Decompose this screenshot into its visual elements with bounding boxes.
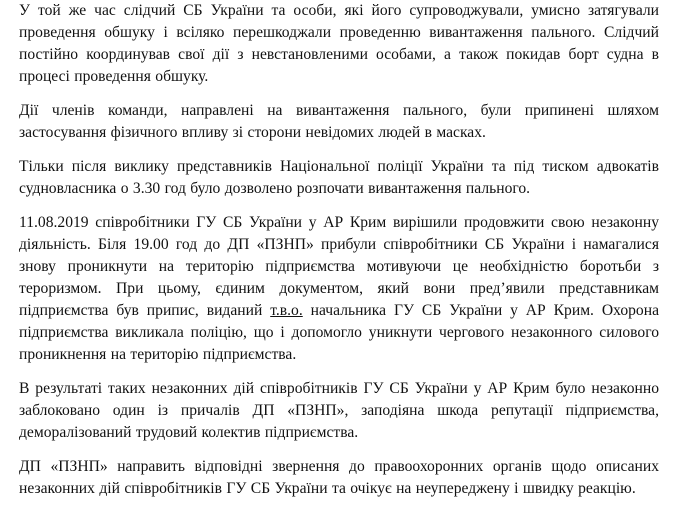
- paragraph-police-called: Тільки після виклику представників Національної поліції України та під тиском адвокатів судновласника о 3.30 год було дозволено розпочати вивантаження пального.: [19, 158, 659, 197]
- paragraph-consequences: В результаті таких незаконних дій співробітників ГУ СБ України у АР Крим було незаконно заблоковано один із причалів ДП «ПЗНП», заподіяна шкода репутації підприємства, деморалізований трудовий колектив підприємства.: [19, 380, 659, 441]
- paragraph-crew-stopped: Дії членів команди, направлені на вивантаження пального, були припинені шляхом застосування фізичного впливу зі сторони невідомих людей в масках.: [19, 102, 659, 141]
- paragraph-text-segment: 11.08.2019 співробітники ГУ СБ України у АР Крим вирішили продовжити свою незаконну діяльність. Біля 19.00 год до ДП «ПЗНП» прибули співробітники СБ України і намагалися знову проникнути на територію підприємства мотивуючи це необхідністю боротьби з тероризмом. При цьому, єдиним документом, який вони пред’явили представникам підприємства був припис, виданий: [19, 214, 659, 319]
- paragraph-search-obstruction: У той же час слідчий СБ України та особи, які його супроводжували, умисно затягували проведення обшуку і всіляко перешкоджали проведенню вивантаження пального. Слідчий постійно координував свої дії з невстановленими особами, а також покидав борт судна в процесі проведення обшуку.: [19, 2, 659, 85]
- paragraph-text-segment: начальника ГУ СБ України у АР Крим. Охорона підприємства викликала поліцію, що і допомогло уникнути чергового незаконного силового проникнення на територію підприємства.: [19, 302, 659, 363]
- underlined-abbreviation: т.в.о.: [270, 302, 303, 319]
- paragraph-august-11-events: [19, 212, 659, 366]
- paragraph-appeal: ДП «ПЗНП» направить відповідні звернення до правоохоронних органів щодо описаних незаконних дій співробітників ГУ СБ України та очікує на неупереджену і швидку реакцію.: [19, 458, 659, 497]
- document-body: [19, 0, 659, 512]
